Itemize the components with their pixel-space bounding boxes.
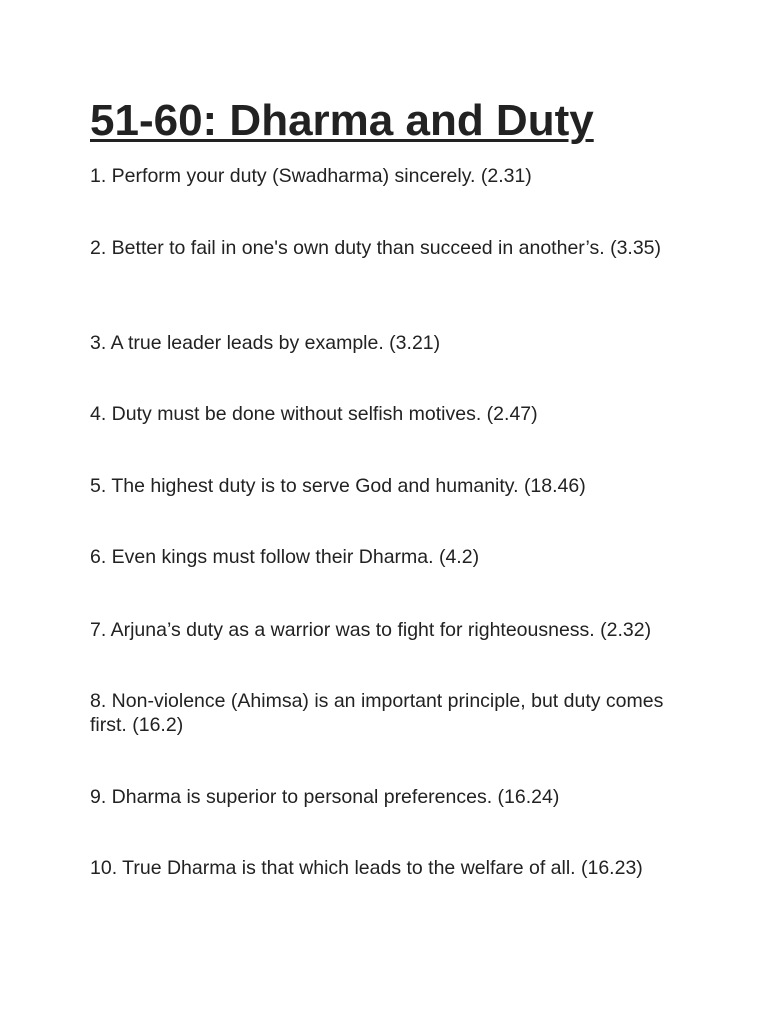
list-item: 9. Dharma is superior to personal preferences. (16.24): [90, 786, 560, 808]
list-item: 4. Duty must be done without selfish motives. (2.47): [90, 403, 538, 425]
list-item: 1. Perform your duty (Swadharma) sincerely. (2.31): [90, 165, 532, 187]
list-item: 3. A true leader leads by example. (3.21): [90, 332, 441, 354]
list-item: 2. Better to fail in one's own duty than succeed in another’s. (3.35): [90, 237, 662, 259]
list-item: 8. Non-violence (Ahimsa) is an important principle, but duty comes first. (16.2): [90, 690, 664, 736]
list-item: 7. Arjuna’s duty as a warrior was to fight for righteousness. (2.32): [90, 619, 652, 641]
list-item: 5. The highest duty is to serve God and humanity. (18.46): [90, 475, 586, 497]
list-item: 10. True Dharma is that which leads to the welfare of all. (16.23): [90, 857, 643, 879]
page-title: 51-60: Dharma and Duty: [90, 96, 594, 145]
list-item: 6. Even kings must follow their Dharma. (4.2): [90, 546, 480, 568]
